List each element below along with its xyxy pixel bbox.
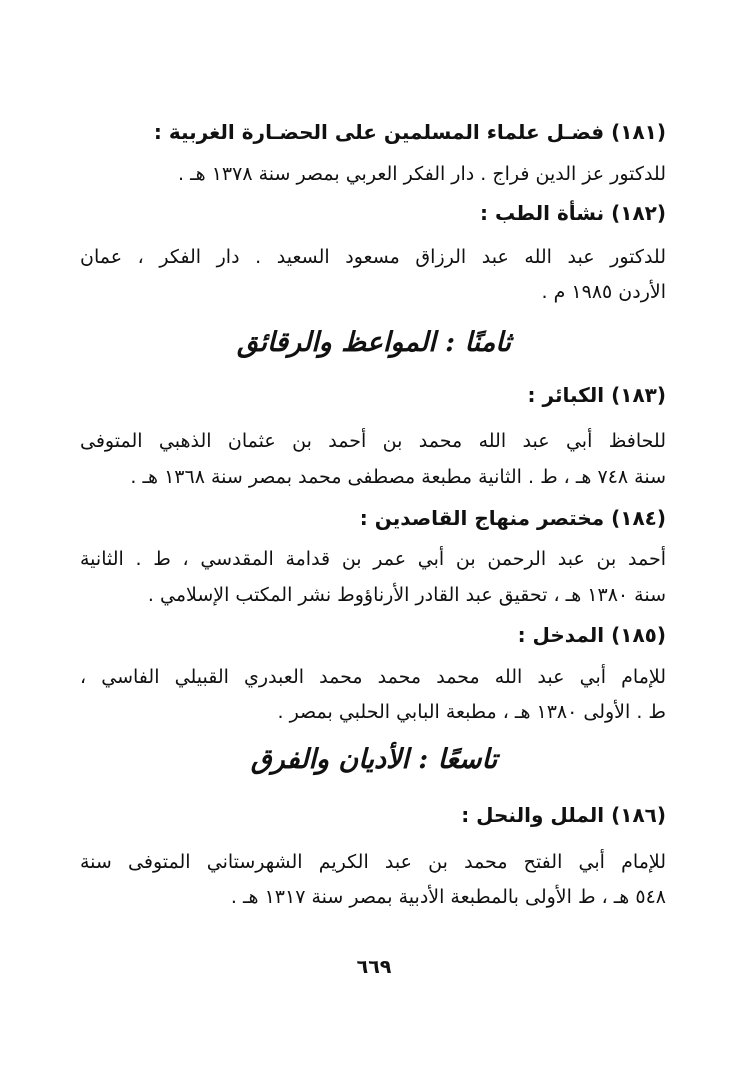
- entry-183-title: (١٨٣) الكبائر :: [527, 383, 666, 407]
- page-number: ٦٦٩: [356, 956, 392, 978]
- entry-183-line-2: سنة ٧٤٨ هـ ، ط . الثانية مطبعة مصطفى محمد بمصر سنة ١٣٦٨ هـ .: [130, 466, 666, 488]
- entry-185-line-1: للإمام أبي عبد الله محمد محمد محمد العبدري القبيلي الفاسي ،: [80, 666, 666, 688]
- section-heading-ninth: تاسعًا : الأديان والفرق: [250, 744, 498, 775]
- entry-185-title: (١٨٥) المدخل :: [517, 623, 666, 647]
- entry-184-line-1: أحمد بن عبد الرحمن بن أبي عمر بن قدامة المقدسي ، ط . الثانية: [80, 548, 666, 570]
- section-heading-eighth: ثامنًا : المواعظ والرقائق: [236, 327, 512, 358]
- entry-185-line-2: ط . الأولى ١٣٨٠ هـ ، مطبعة البابي الحلبي بمصر .: [277, 701, 666, 723]
- entry-181-line-1: للدكتور عز الدين فراج . دار الفكر العربي بمصر سنة ١٣٧٨ هـ .: [177, 163, 666, 185]
- entry-182-line-2: الأردن ١٩٨٥ م .: [541, 281, 666, 303]
- entry-186-line-2: ٥٤٨ هـ ، ط الأولى بالمطبعة الأدبية بمصر سنة ١٣١٧ هـ .: [230, 886, 666, 908]
- entry-184-title: (١٨٤) مختصر منهاج القاصدين :: [359, 506, 666, 530]
- entry-186-title: (١٨٦) الملل والنحل :: [461, 803, 666, 827]
- entry-183-line-1: للحافظ أبي عبد الله محمد بن أحمد بن عثمان الذهبي المتوفى: [80, 430, 666, 452]
- entry-181-title: (١٨١) فضـل علماء المسلمين على الحضـارة الغربية :: [153, 120, 666, 144]
- entry-186-line-1: للإمام أبي الفتح محمد بن عبد الكريم الشهرستاني المتوفى سنة: [80, 851, 666, 873]
- entry-182-title: (١٨٢) نشأة الطب :: [480, 201, 666, 225]
- entry-182-line-1: للدكتور عبد الله عبد الرزاق مسعود السعيد . دار الفكر ، عمان: [80, 246, 666, 268]
- entry-184-line-2: سنة ١٣٨٠ هـ ، تحقيق عبد القادر الأرناؤوط نشر المكتب الإسلامي .: [147, 584, 666, 606]
